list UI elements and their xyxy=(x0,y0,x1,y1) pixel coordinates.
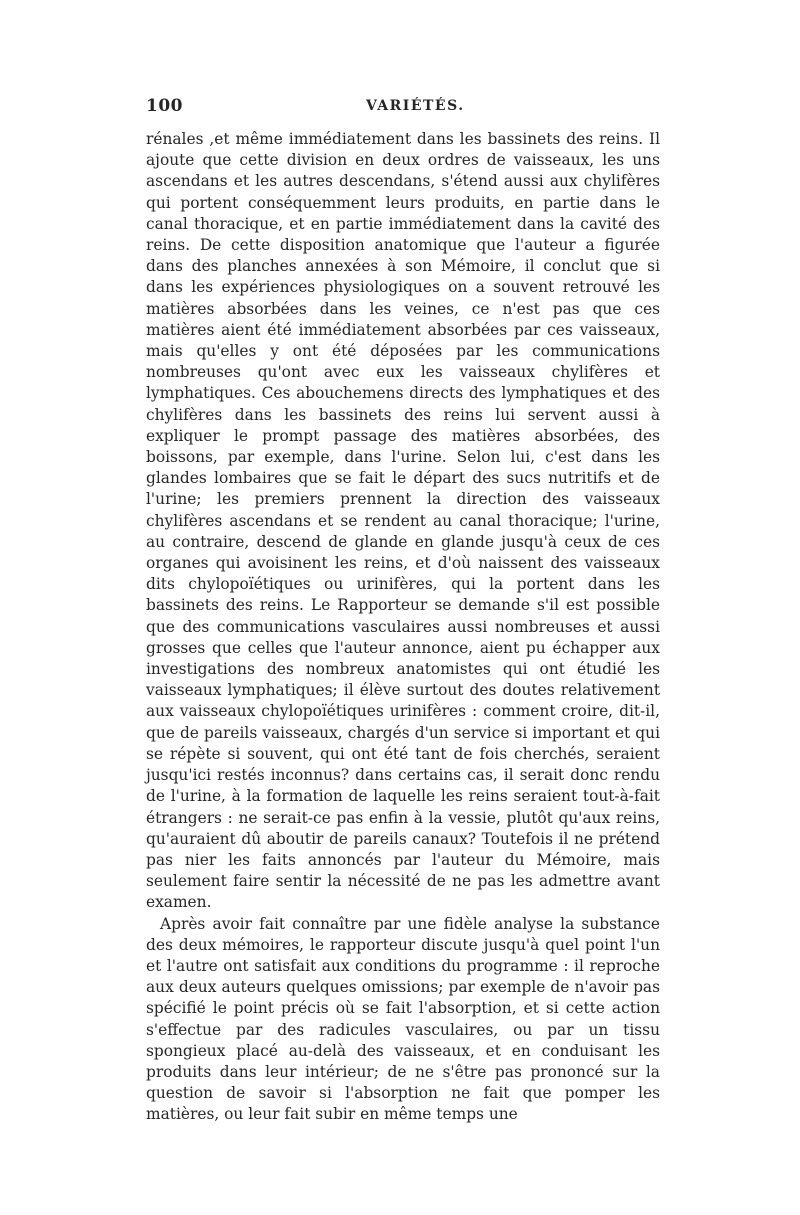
running-title: VARIÉTÉS. xyxy=(366,98,465,114)
paragraph: Après avoir fait connaître par une fidèle analyse la substance des deux mémoires, le rapporteur discute jusqu'à quel point l'un et l'autre ont satisfait aux conditions du programme : il reproche aux deux auteurs quelques omissions; par exemple de n'avoir pas spécifié le point précis où se fait l'absorption, et si cette action s'effectue par des radicules vasculaires, ou par un tissu spongieux placé au-delà des vaisseaux, et en conduisant les produits dans leur intérieur; de ne s'être pas prononcé sur la question de savoir si l'absorption ne fait que pomper les matières, ou leur fait subir en même temps une xyxy=(146,914,660,1124)
page-header xyxy=(146,96,686,122)
page-number: 100 xyxy=(146,96,183,116)
paragraph: rénales ,et même immédiatement dans les bassinets des reins. Il ajoute que cette division en deux ordres de vaisseaux, les uns ascendans et les autres descendans, s'étend aussi aux chylifères qui portent conséquemment leurs produits, en partie dans le canal thoracique, et en partie immédiatement dans la cavité des reins. De cette disposition anatomique que l'auteur a figurée dans des planches annexées à son Mémoire, il conclut que si dans les expériences physiologiques on a souvent retrouvé les matières absorbées dans les veines, ce n'est pas que ces matières aient été immédiatement absorbées par ces vaisseaux, mais qu'elles y ont été déposées par les communications nombreuses qu'ont avec eux les vaisseaux chylifères et lymphatiques. Ces abouchemens directs des lymphatiques et des chylifères dans les bassinets des reins lui servent aussi à expliquer le prompt passage des matières absorbées, des boissons, par exemple, dans l'urine. Selon lui, c'est dans les glandes lombaires que se fait le départ des sucs nutritifs et de l'urine; les premiers prennent la direction des vaisseaux chylifères ascendans et se rendent au canal thoracique; l'urine, au contraire, descend de glande en glande jusqu'à ceux de ces organes qui avoisinent les reins, et d'où naissent des vaisseaux dits chylopoïétiques ou urinifères, qui la portent dans les bassinets des reins. Le Rapporteur se demande s'il est possible que des communications vasculaires aussi nombreuses et aussi grosses que celles que l'auteur annonce, aient pu échapper aux investigations des nombreux anatomistes qui ont étudié les vaisseaux lymphatiques; il élève surtout des doutes relativement aux vaisseaux chylopoïétiques urinifères : comment croire, dit-il, que de pareils vaisseaux, chargés d'un service si important et qui se répète si souvent, qui ont été tant de fois cherchés, seraient jusqu'ici restés inconnus? dans certains cas, il serait donc rendu de l'urine, à la formation de laquelle les reins seraient tout-à-fait étrangers : ne serait-ce pas enfin à la vessie, plutôt qu'aux reins, qu'auraient dû aboutir de pareils canaux? Toutefois il ne prétend pas nier les faits annoncés par l'auteur du Mémoire, mais seulement faire sentir la nécessité de ne pas les admettre avant examen. xyxy=(146,130,660,912)
body-text xyxy=(146,129,660,1126)
